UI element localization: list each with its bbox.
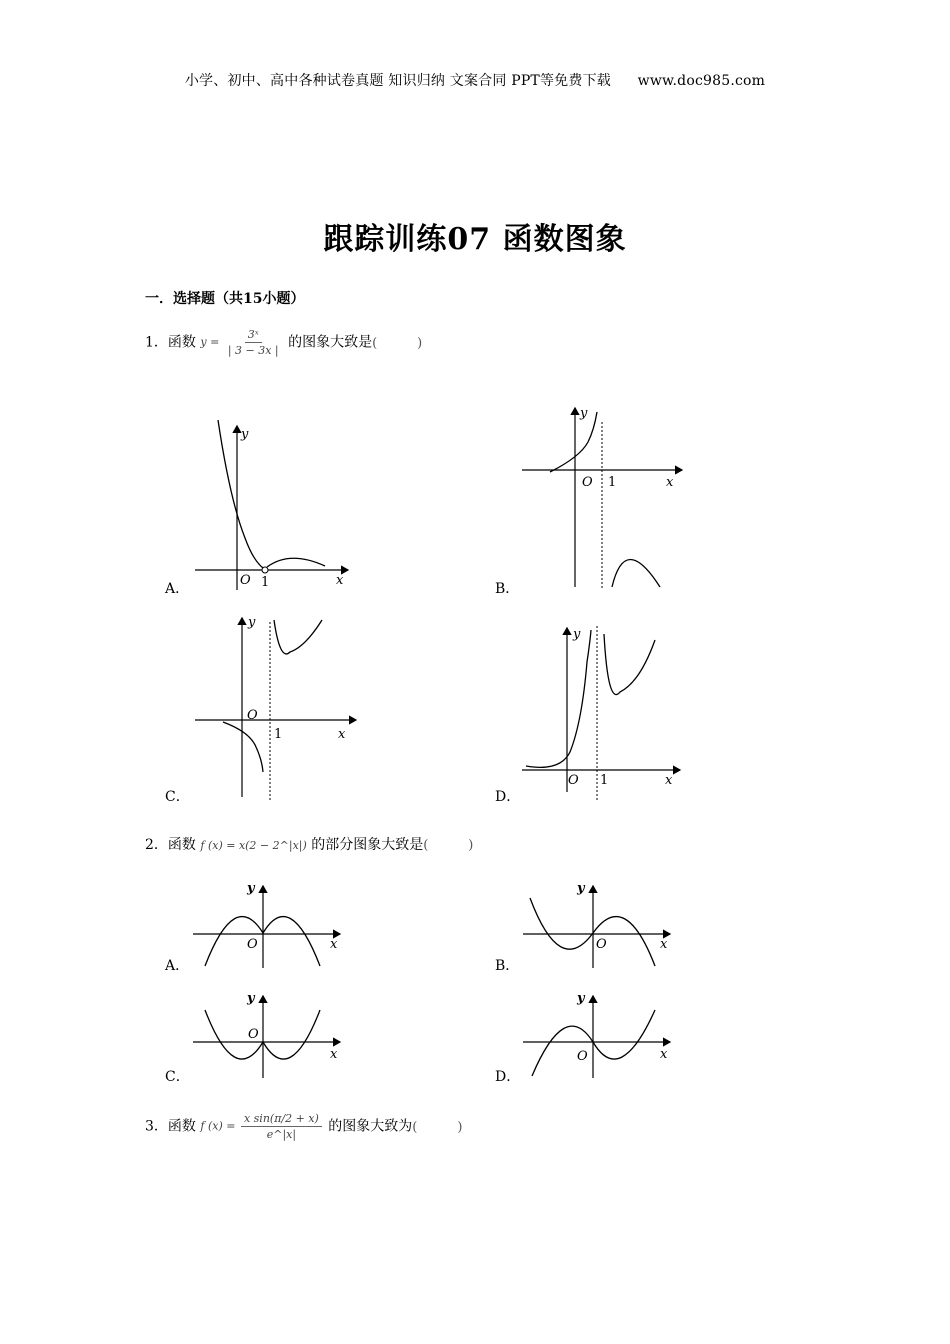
origin-label: O bbox=[248, 1027, 259, 1042]
y-label: y bbox=[580, 406, 588, 421]
question-1-denominator: | 3 − 3x | bbox=[227, 344, 279, 357]
q2-option-c-label: C． bbox=[165, 1069, 190, 1085]
q2-option-a-graph bbox=[190, 878, 350, 970]
x-label: x bbox=[338, 727, 346, 742]
question-3-numerator: x sin(π/2 + x) bbox=[241, 1112, 322, 1127]
one-label: 1 bbox=[274, 727, 283, 742]
q2-option-c-graph bbox=[190, 988, 350, 1080]
header-text: 小学、初中、高中各种试卷真题 知识归纳 文案合同 PPT等免费下载 bbox=[184, 73, 611, 89]
q2-option-d-graph bbox=[520, 988, 680, 1080]
section-heading: 一．选择题（共15小题） bbox=[145, 291, 305, 307]
question-1-answer-paren: ( ) bbox=[372, 335, 423, 351]
question-3-fraction bbox=[241, 1112, 322, 1141]
question-1-number: 1． bbox=[145, 334, 168, 351]
page-title: 跟踪训练07 函数图象 bbox=[323, 222, 627, 257]
y-label: y bbox=[247, 881, 255, 896]
question-1-fraction bbox=[225, 328, 282, 357]
q1-option-a-graph bbox=[190, 420, 360, 592]
q1-option-c-graph bbox=[190, 612, 365, 802]
question-1-prefix: 函数 bbox=[167, 334, 196, 351]
q1-option-b-label: B． bbox=[495, 581, 520, 597]
curve-right bbox=[274, 620, 322, 654]
one-label: 1 bbox=[600, 773, 609, 788]
curve-left bbox=[550, 412, 597, 472]
origin-label: O bbox=[568, 773, 579, 788]
question-3-prefix: 函数 bbox=[167, 1118, 196, 1135]
one-label: 1 bbox=[608, 475, 617, 490]
question-2 bbox=[145, 834, 473, 854]
origin-label: O bbox=[247, 937, 258, 952]
question-2-formula: f (x) = x(2 − 2^|x|) bbox=[200, 838, 307, 852]
x-label: x bbox=[330, 937, 338, 952]
question-1-numerator: 3ˣ bbox=[245, 328, 262, 343]
curve-right bbox=[267, 558, 325, 567]
question-1-formula-lhs: y = bbox=[200, 335, 220, 349]
q1-option-d-graph bbox=[520, 622, 690, 802]
question-3-formula bbox=[200, 1112, 323, 1141]
question-2-answer-paren: ( ) bbox=[423, 838, 474, 853]
question-3-suffix: 的图象大致为 bbox=[328, 1118, 413, 1135]
question-3-answer-paren: ( ) bbox=[412, 1119, 463, 1135]
origin-label: O bbox=[582, 475, 593, 490]
question-2-prefix: 函数 bbox=[167, 837, 196, 853]
question-3-formula-lhs: f (x) = bbox=[200, 1119, 236, 1133]
question-2-number: 2． bbox=[145, 837, 168, 853]
x-label: x bbox=[336, 573, 344, 588]
q1-option-b-graph bbox=[520, 402, 690, 592]
page-header bbox=[0, 70, 950, 90]
q2-option-b-label: B． bbox=[495, 958, 520, 974]
curve-left bbox=[223, 722, 263, 772]
x-label: x bbox=[660, 937, 668, 952]
q1-option-d-label: D． bbox=[495, 789, 521, 805]
x-label: x bbox=[665, 773, 673, 788]
q2-option-b-graph bbox=[520, 878, 680, 970]
question-2-suffix: 的部分图象大致是 bbox=[311, 837, 424, 853]
question-3-denominator: e^|x| bbox=[266, 1128, 297, 1141]
origin-label: O bbox=[596, 937, 607, 952]
question-1-suffix: 的图象大致是 bbox=[288, 334, 373, 351]
curve-left bbox=[218, 420, 263, 568]
header-site: www.doc985.com bbox=[637, 73, 766, 89]
y-label: y bbox=[247, 991, 255, 1006]
one-label: 1 bbox=[261, 575, 270, 590]
q1-option-a-label: A． bbox=[165, 581, 190, 597]
question-1 bbox=[145, 328, 422, 357]
q2-option-a-label: A． bbox=[165, 958, 190, 974]
origin-label: O bbox=[247, 708, 258, 723]
y-label: y bbox=[573, 627, 581, 642]
curve-right bbox=[604, 634, 655, 695]
curve-left bbox=[526, 630, 591, 767]
curve-right bbox=[612, 560, 660, 588]
question-1-formula bbox=[200, 328, 283, 357]
x-label: x bbox=[666, 475, 674, 490]
q2-option-d-label: D． bbox=[495, 1069, 521, 1085]
y-label: y bbox=[577, 991, 585, 1006]
question-3 bbox=[145, 1112, 462, 1141]
hole-point bbox=[262, 567, 268, 573]
y-label: y bbox=[577, 881, 585, 896]
q1-option-c-label: C． bbox=[165, 789, 190, 805]
origin-label: O bbox=[577, 1049, 588, 1064]
question-3-number: 3． bbox=[145, 1118, 168, 1135]
origin-label: O bbox=[240, 573, 251, 588]
x-label: x bbox=[660, 1047, 668, 1062]
x-label: x bbox=[330, 1047, 338, 1062]
y-label: y bbox=[248, 615, 256, 630]
y-label: y bbox=[241, 427, 249, 442]
